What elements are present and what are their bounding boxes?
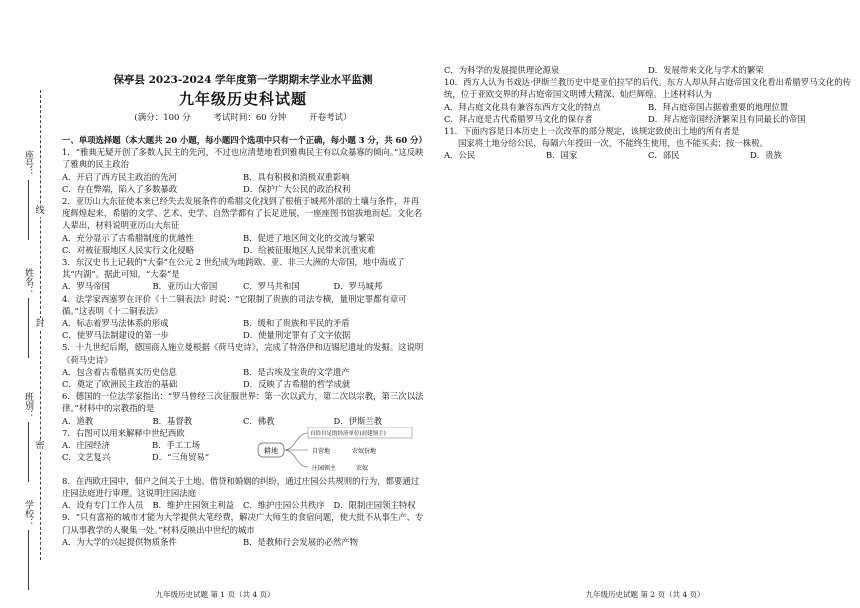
mindmap-node: 庄园领主 [312,464,337,472]
mindmap-node: 农奴 [356,464,369,472]
exam-time: 考试时间：60 分钟 [213,113,287,123]
option: A．罗马帝国 [62,281,110,292]
option: C．对被征服地区人民实行文化侵略 [62,244,195,255]
question-9: 9．“只有富裕的城市才能为大学提供大笔经费，解决广大师生的食宿问题，使大批不从事生产、专门从事教学的人聚集一处。”材料反映出中世纪的城市 [62,512,424,535]
section-heading: 一、单项选择题（本大题共 20 小题，每小题四个选项中只有一个正确，每小题 3 分，共 60 分） [62,135,427,145]
option: B．维护庄园领主利益 [152,500,235,511]
option: B．基督教 [152,415,193,426]
option: A．道教 [62,415,94,426]
class-field: 班别： [8,392,34,482]
option: B．具有积极和消极双重影响 [243,171,350,182]
option: A．标志着罗马法体系的形成 [62,318,169,329]
option: C．部民 [648,150,680,161]
page-1-footer: 九年级历史试题 第 1 页（共 4 页） [155,589,275,599]
option: B．是教师行会发展的必然产物 [243,536,359,547]
option: A．开启了西方民主政治的先河 [62,171,177,182]
question-6: 6．德国的一位法学家指出：“罗马曾经三次征服世界：第一次以武力，第二次以宗教，第三次以法律。”材料中的宗教指的是 [62,391,424,414]
option: C．佛教 [243,415,275,426]
option: D．伊斯兰教 [333,415,383,426]
option: D．给被征服地区人民带来沉重灾难 [243,244,376,255]
option: A．公民 [444,150,476,161]
option: D．保护广大公民的政治权利 [243,183,351,194]
question-2-options [62,232,424,256]
question-9-options [62,536,424,548]
question-2: 2．亚历山大东征使本来已经失去发展条件的希腊文化找到了根植于城邦外部的土壤与条件，并再度辉煌起来，希腊的文学、艺术、史学、自然学都有了长足进展，一座座图书馆拔地而起。文化名人辈出，材料说明亚历山大东征 [62,196,423,231]
question-7-options [62,439,242,463]
question-7: 7．右图可以用来解释中世纪西欧 [62,427,185,438]
question-1: 1．“雅典无疑开创了多数人民主的先河，不过也应清楚地看到雅典民主有以众暴寡的倾向。”这反映了雅典的民主政治 [62,147,424,170]
option: B．国家 [546,150,578,161]
seal-mark-seal: 封 [33,318,47,330]
option: D．使量刑定罪有了文字依据 [243,330,351,341]
option: C．拜占庭是古代希腊罗马文化的保存者 [444,113,593,124]
full-score: (满分：100 分 [134,113,191,123]
question-11-material: 国家将土地分给公民，每隔六年授田一次，不能终生使用，也不能买卖；按一株税。 [458,138,768,149]
binding-margin [0,0,62,608]
option: A．拜占庭文化具有兼容东西方文化的特点 [444,101,601,112]
question-4-options [62,317,424,341]
page-1-questions [62,130,427,548]
exam-meta [62,112,424,124]
question-5: 5．十九世纪后期，德国商人施立曼根据《荷马史诗》，完成了特洛伊和迈锡尼遗址的发掘。这说明《荷马史诗》 [62,342,424,365]
option: D．发展带来文化与学术的繁荣 [648,65,764,75]
option: A．庄园经济 [62,440,110,451]
seal-mark-line: 线 [33,205,47,217]
option: D．拜占庭帝国经济繁荣且有同最长的帝国 [648,113,806,124]
option: D．限制庄园领主特权 [333,500,416,511]
page-2-footer: 九年级历史试题 第 2 页（共 4 页） [585,589,705,599]
option: B．缓和了贵族和平民的矛盾 [243,318,350,329]
question-9-options-cont [444,64,852,76]
mindmap-node: 自给自足的经济单位(封建领主) [310,430,386,437]
page-2-questions [444,64,852,162]
option: C．存在弊端，陷入了多数暴政 [62,183,178,194]
option: D．反映了古希腊的哲学成就 [243,379,351,390]
option: B．手工工场 [152,440,201,451]
question-5-options [62,366,424,390]
exam-page-2 [430,0,860,608]
option: A．为大学的兴起提供物质条件 [62,536,177,547]
option: C．维护庄园公共秩序 [243,500,325,511]
mindmap-node: 自营地 [312,447,331,455]
exam-title: 保亭县 2023-2024 学年度第一学期期末学业水平监测 [113,74,373,86]
question-11: 11．下面内容是日本历史上一次改革的部分规定，该规定致使出土地的所有者是 [444,126,740,137]
option: B．亚历山大帝国 [152,281,218,292]
question-3-options [62,280,424,292]
option: D．罗马城邦 [333,281,383,292]
school-field: 学校： [8,500,34,590]
seal-mark-secret: 密 [33,440,47,452]
subject-title: 九年级历史科试题 [178,90,307,108]
seat-field: 座号： [8,150,34,240]
question-10-options [444,101,852,125]
option: C．奠定了欧洲民主政治的基础 [62,379,178,390]
question-8: 8．在西欧庄园中，佃户之间关于土地、借贷和婚姻的纠纷，通过庄园公共规则的行为，都要通过庄园法庭进行审理。这说明庄园法庭 [62,475,420,499]
question-6-options [62,415,424,427]
exam-mode: 开卷考试） [309,113,352,123]
question-8-options [62,499,424,511]
name-field: 姓名： [8,268,34,358]
mindmap-node: 农奴份地 [352,447,377,455]
option: B．拜占庭帝国占据着重要的地理位置 [648,101,789,112]
question-7-block [62,427,424,475]
option: A．包含着古希腊真实历史信息 [62,366,177,377]
option: C．使罗马法制建设的第一步 [62,330,169,341]
option: B．促进了地区间文化的交流与繁荣 [243,232,375,243]
option: A．充分显示了古希腊制度的优越性 [62,232,194,243]
question-1-options [62,171,424,195]
mindmap-root: 耕地 [264,446,278,455]
option: C．为科学的发展提供理论源泉 [444,65,560,75]
option: C．文艺复兴 [62,452,111,463]
question-11-options [444,149,852,161]
option: C．罗马共和国 [243,281,300,292]
manor-mind-map [256,427,416,475]
option: D．贵族 [750,150,782,161]
option: A．设有专门工作人员 [62,500,144,511]
option: D．“三角贸易” [152,452,210,463]
question-7-text [62,427,242,475]
question-4: 4．法学家西塞罗在评价《十二铜表法》时说：“它限制了贵族的司法专横，量刑定罪都有章可循。”这表明《十二铜表法》 [62,293,407,316]
option: B．是古埃及宝贵的文学遗产 [243,366,350,377]
question-3: 3．东汉史书上记载的“大秦”在公元 2 世纪成为地跨欧、亚、非三大洲的大帝国，地中海成了其“内湖”。据此可知，“大秦”是 [62,257,405,280]
question-10: 10．西方人认为书戏达·伊斯兰教历史中是亚伯拉罕的后代。东方人却从拜占庭帝国文化看出希腊罗马文化的传统，位于亚欧交界的拜占庭帝国文明博大精深、灿烂辉煌。上述材料认为 [444,77,851,100]
